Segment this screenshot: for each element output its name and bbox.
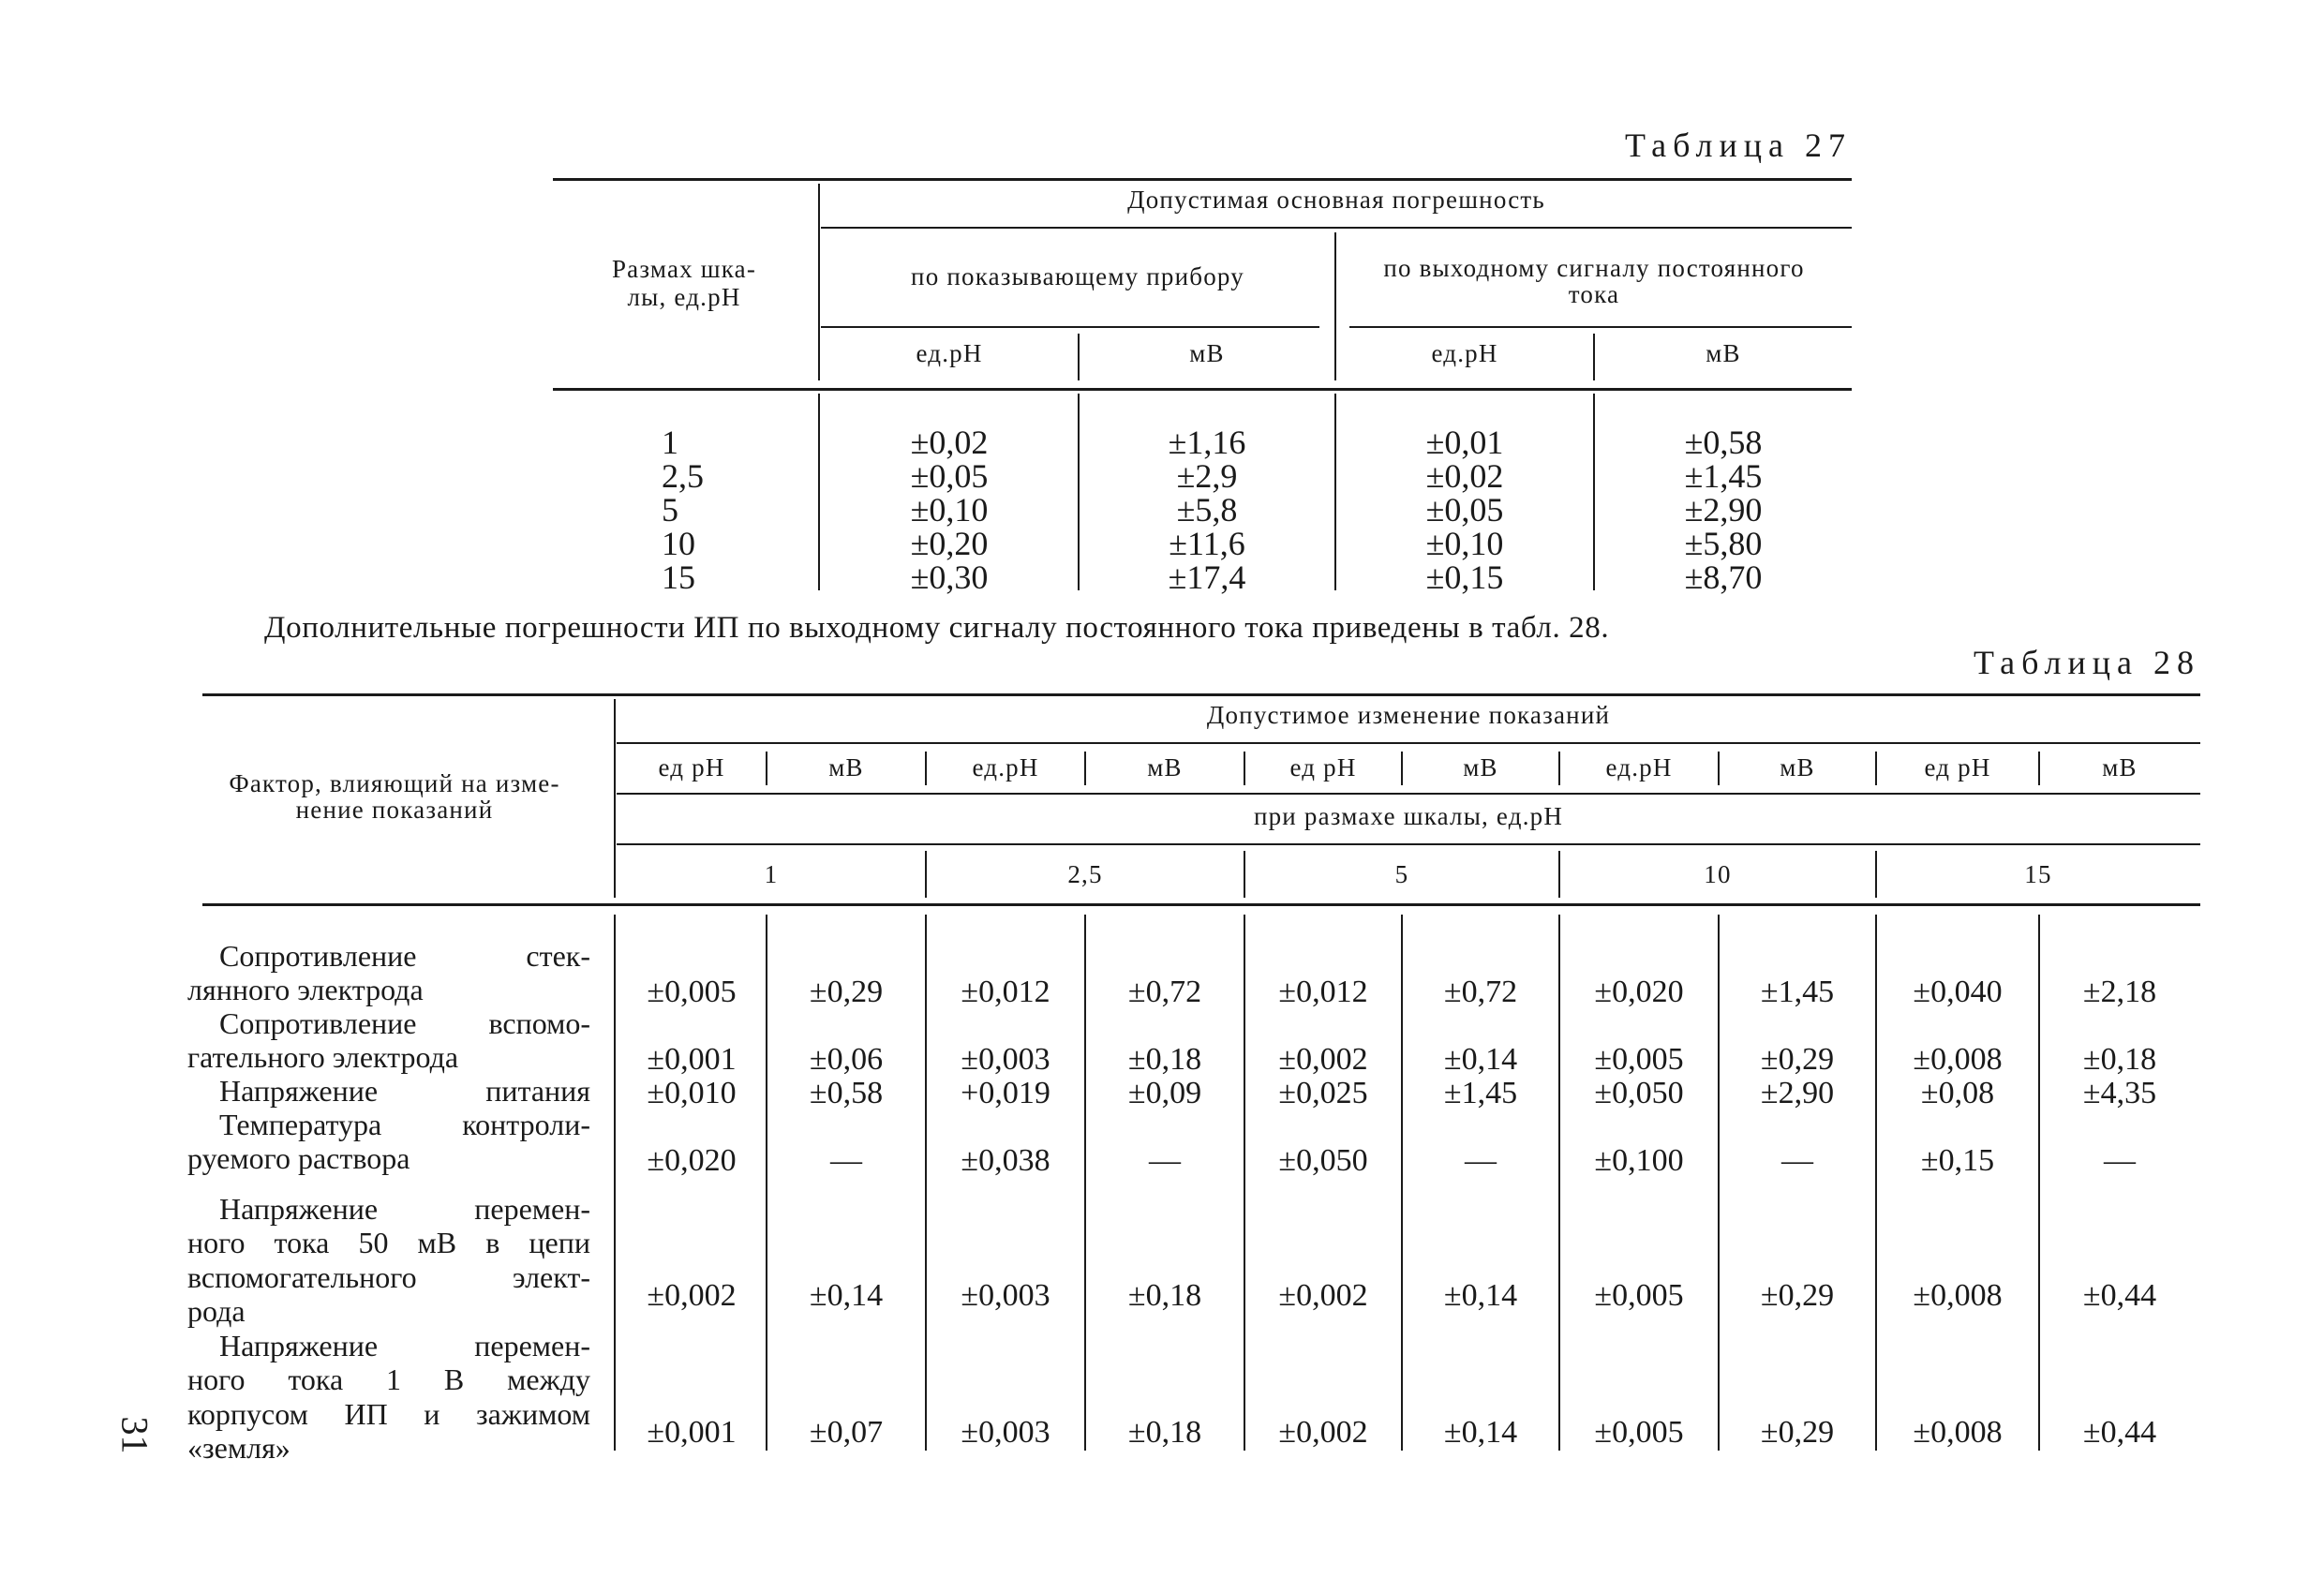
table27-header-group: Допустимая основная погрешность	[1127, 186, 1545, 214]
table28-header-group: Допустимое изменение показаний	[1206, 701, 1611, 729]
t28-caption-rule	[617, 843, 2200, 845]
t28-cell-r0-c5: ±0,72	[1443, 975, 1518, 1009]
t28-unit-6: ед.рН	[1605, 753, 1673, 782]
t28-cell-r0-c8: ±0,040	[1913, 975, 2003, 1009]
t28-scale-2: 5	[1394, 860, 1409, 888]
t28-factor-4	[187, 1192, 590, 1328]
t28-cell-r4-c0: ±0,002	[647, 1278, 737, 1313]
t28-factor-0	[187, 939, 590, 1007]
t28-cell-r1-c9: ±0,18	[2082, 1042, 2157, 1077]
t28-cell-r5-c8: ±0,008	[1913, 1415, 2003, 1450]
table27-unit-ph-2: ед.рН	[1431, 339, 1498, 367]
t28-cell-r1-c8: ±0,008	[1913, 1042, 2003, 1077]
t28-factor-1	[187, 1006, 590, 1075]
t28-unit-5: мВ	[1463, 753, 1498, 782]
t28-factor-5-line-0: Напряжение перемен-	[219, 1329, 590, 1362]
table27-unit-mv-1: мВ	[1189, 339, 1225, 367]
t28-units-rule	[617, 793, 2200, 795]
t28-cell-r3-c9: —	[2104, 1143, 2136, 1178]
t28-cell-r0-c2: ±0,012	[961, 975, 1050, 1009]
t28-factor-4-line-0: Напряжение перемен-	[219, 1192, 590, 1226]
t28-cell-r3-c7: —	[1781, 1143, 1813, 1178]
t28-cell-r1-c3: ±0,18	[1127, 1042, 1202, 1077]
t28-cell-r0-c0: ±0,005	[647, 975, 737, 1009]
table27-header-output	[1336, 255, 1852, 307]
t28-cell-r2-c9: ±4,35	[2082, 1076, 2157, 1110]
t28-cell-r5-c9: ±0,44	[2082, 1415, 2157, 1450]
table27-unit-mv-2: мВ	[1706, 339, 1741, 367]
t28-factor-5-line-2: корпусом ИП и зажимом	[187, 1396, 590, 1431]
t28-cell-r4-c9: ±0,44	[2082, 1278, 2157, 1313]
t28-cell-r1-c6: ±0,005	[1594, 1042, 1684, 1077]
table28-top-rule	[202, 693, 2200, 696]
t27-scale-line-1: Размах шка-	[611, 255, 757, 283]
t28-cell-r3-c3: —	[1149, 1143, 1181, 1178]
table27-col-scale: 1 2,5 5 10 15	[662, 424, 704, 596]
t28-factor-vline	[614, 699, 616, 898]
t28-unit-7: мВ	[1780, 753, 1815, 782]
t28-factor-0-line-0: Сопротивление стек-	[219, 939, 590, 973]
t28-cell-r5-c5: ±0,14	[1443, 1415, 1518, 1450]
t28-cell-r4-c5: ±0,14	[1443, 1278, 1518, 1313]
t28-cell-r0-c4: ±0,012	[1278, 975, 1368, 1009]
t28-unit-1: мВ	[828, 753, 864, 782]
table27-col-indicator-ph: ±0,02 ±0,05 ±0,10 ±0,20 ±0,30	[910, 424, 989, 596]
t28-cell-r0-c7: ±1,45	[1760, 975, 1835, 1009]
t28-cell-r1-c0: ±0,001	[647, 1042, 737, 1077]
t28-cell-r2-c0: ±0,010	[647, 1076, 737, 1110]
table28-header-factor	[193, 770, 596, 823]
t28-factor-4-line-3: рода	[187, 1293, 246, 1328]
t28-cell-r2-c4: ±0,025	[1278, 1076, 1368, 1110]
t28-factor-line-1: Фактор, влияющий на изме-	[229, 769, 560, 797]
t28-factor-3-line-1: руемого раствора	[187, 1141, 410, 1176]
t28-cell-r5-c2: ±0,003	[961, 1415, 1050, 1450]
paragraph-reference: Дополнительные погрешности ИП по выходному сигналу постоянного тока приведены в табл. 28.	[264, 611, 1610, 645]
table27-top-rule	[553, 178, 1852, 181]
t28-cell-r0-c6: ±0,020	[1594, 975, 1684, 1009]
t28-factor-line-2: нение показаний	[295, 796, 494, 824]
t28-cell-r1-c4: ±0,002	[1278, 1042, 1368, 1077]
table27-header-scale	[553, 255, 815, 311]
t28-scale-4: 15	[2024, 860, 2052, 888]
t28-unit-3: мВ	[1147, 753, 1183, 782]
t28-factor-2	[187, 1074, 590, 1108]
t28-cell-r2-c6: ±0,050	[1594, 1076, 1684, 1110]
t28-cell-r0-c3: ±0,72	[1127, 975, 1202, 1009]
t28-factor-0-line-1: лянного электрода	[187, 973, 424, 1007]
t28-cell-r0-c9: ±2,18	[2082, 975, 2157, 1009]
t27-output-line-2: тока	[1568, 280, 1620, 308]
page-number: 31	[113, 1416, 156, 1454]
table27-header-indicator: по показывающему прибору	[911, 262, 1244, 290]
t28-cell-r2-c5: ±1,45	[1443, 1076, 1518, 1110]
t28-cell-r2-c8: ±0,08	[1920, 1076, 1995, 1110]
t28-cell-r1-c7: ±0,29	[1760, 1042, 1835, 1077]
t28-cell-r2-c7: ±2,90	[1760, 1076, 1835, 1110]
t27-sub-rule-right	[1349, 326, 1852, 328]
t28-cell-r3-c4: ±0,050	[1278, 1143, 1368, 1178]
t27-vline-1	[818, 184, 820, 380]
t28-cell-r5-c4: ±0,002	[1278, 1415, 1368, 1450]
t28-cell-r4-c4: ±0,002	[1278, 1278, 1368, 1313]
t28-scale-0: 1	[764, 860, 779, 888]
t28-cell-r3-c2: ±0,038	[961, 1143, 1050, 1178]
t28-cell-r4-c8: ±0,008	[1913, 1278, 2003, 1313]
t28-cell-r0-c1: ±0,29	[809, 975, 884, 1009]
t28-cell-r5-c0: ±0,001	[647, 1415, 737, 1450]
t28-cell-r5-c7: ±0,29	[1760, 1415, 1835, 1450]
t28-factor-1-line-0: Сопротивление вспомо-	[219, 1006, 590, 1040]
t28-unit-9: мВ	[2102, 753, 2138, 782]
table27-unit-ph-1: ед.рН	[916, 339, 983, 367]
t28-cell-r5-c6: ±0,005	[1594, 1415, 1684, 1450]
t28-cell-r5-c1: ±0,07	[809, 1415, 884, 1450]
t28-cell-r4-c1: ±0,14	[809, 1278, 884, 1313]
t28-cell-r2-c3: ±0,09	[1127, 1076, 1202, 1110]
t28-factor-4-line-2: вспомогательного элект-	[187, 1259, 590, 1294]
t28-factor-vline-body	[614, 915, 616, 1451]
t28-scale-1: 2,5	[1067, 860, 1103, 888]
t28-factor-3-line-0: Температура контроли-	[219, 1108, 590, 1141]
t28-cell-r3-c8: ±0,15	[1920, 1143, 1995, 1178]
t28-cell-r5-c3: ±0,18	[1127, 1415, 1202, 1450]
t28-unit-8: ед рН	[1924, 753, 1991, 782]
t28-factor-2-line-0: Напряжение питания	[219, 1074, 590, 1108]
t28-factor-5-line-3: «земля»	[187, 1430, 290, 1465]
t28-factor-4-line-1: ного тока 50 мВ в цепи	[187, 1226, 590, 1260]
table27-col-output-ph: ±0,01 ±0,02 ±0,05 ±0,10 ±0,15	[1425, 424, 1504, 596]
t27-sub-rule-left	[821, 326, 1319, 328]
table27-header-bottom-rule	[553, 388, 1852, 391]
t28-factor-5-line-1: ного тока 1 В между	[187, 1362, 590, 1397]
table28-header-scale-caption: при размахе шкалы, ед.рН	[1253, 802, 1564, 830]
table27-col-output-mv: ±0,58 ±1,45 ±2,90 ±5,80 ±8,70	[1684, 424, 1763, 596]
t28-cell-r1-c5: ±0,14	[1443, 1042, 1518, 1077]
t28-cell-r2-c1: ±0,58	[809, 1076, 884, 1110]
t27-scale-line-2: лы, ед.рН	[627, 283, 741, 311]
t28-cell-r2-c2: +0,019	[961, 1076, 1050, 1110]
t27-output-line-1: по выходному сигналу постоянного	[1383, 254, 1805, 282]
table27-title: Таблица 27	[1625, 127, 1852, 164]
t28-cell-r3-c6: ±0,100	[1594, 1143, 1684, 1178]
t28-cell-r1-c1: ±0,06	[809, 1042, 884, 1077]
t28-cell-r3-c1: —	[830, 1143, 862, 1178]
t28-factor-3	[187, 1108, 590, 1176]
t28-factor-1-line-1: гательного электрода	[187, 1040, 459, 1075]
t28-unit-4: ед рН	[1289, 753, 1357, 782]
t27-group-rule	[821, 227, 1852, 229]
t28-group-rule	[617, 742, 2200, 744]
table28-title: Таблица 28	[1974, 644, 2200, 681]
table27-col-indicator-mv: ±1,16 ±2,9 ±5,8 ±11,6 ±17,4	[1168, 424, 1246, 596]
t28-scale-3: 10	[1704, 860, 1732, 888]
t28-unit-2: ед.рН	[972, 753, 1039, 782]
t28-cell-r3-c0: ±0,020	[647, 1143, 737, 1178]
t28-cell-r4-c2: ±0,003	[961, 1278, 1050, 1313]
t28-cell-r3-c5: —	[1465, 1143, 1497, 1178]
table28-header-bottom-rule	[202, 903, 2200, 906]
t28-cell-r4-c6: ±0,005	[1594, 1278, 1684, 1313]
t27-vline-1b	[818, 394, 820, 590]
t28-unit-0: ед рН	[658, 753, 725, 782]
t28-cell-r1-c2: ±0,003	[961, 1042, 1050, 1077]
t28-cell-r4-c7: ±0,29	[1760, 1278, 1835, 1313]
t28-factor-5	[187, 1329, 590, 1465]
t28-cell-r4-c3: ±0,18	[1127, 1278, 1202, 1313]
